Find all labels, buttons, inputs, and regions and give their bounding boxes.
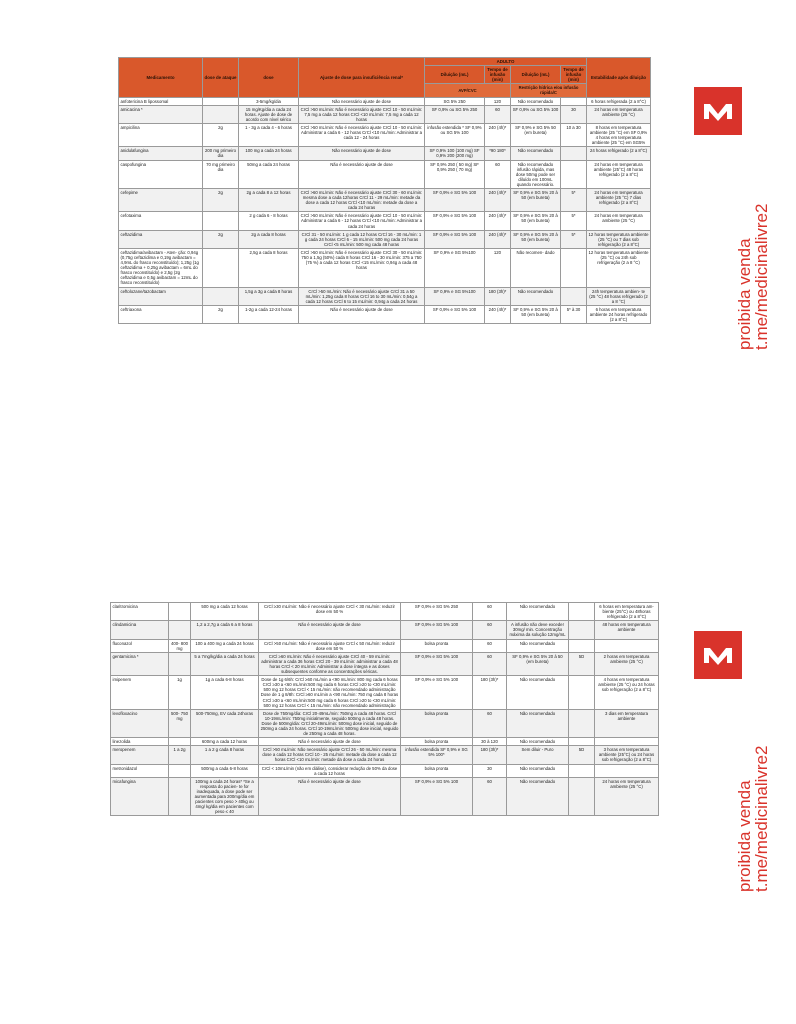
table-row (111, 746, 659, 764)
cell-estabilidade: 3 horas em temperatura ambiente (25°C) ou 24 horas sob refrigeração (2 a 8°C) (595, 746, 659, 764)
cell-estabilidade (595, 738, 659, 746)
cell-medicamento: ceftazidima (119, 230, 203, 248)
cell-diluicao: SF 0,9% e SG 5% 100 (425, 230, 485, 248)
cell-dose-ataque (203, 105, 239, 123)
cell-tempo: 30 (473, 764, 507, 777)
cell-tempo-2: 5D (569, 652, 595, 675)
table-row (111, 764, 659, 777)
cell-estabilidade: 6 horas em temperatura am- biente (25°C) ou 48horas refrigerado (2 a 8°C) (595, 603, 659, 621)
cell-medicamento: meropenem (111, 746, 169, 764)
antimicrobial-table-bottom (110, 602, 658, 1024)
cell-tempo-2 (569, 676, 595, 710)
cell-medicamento: ceftriaxona (119, 305, 203, 323)
cell-estabilidade: 24 horas em temperatura ambiente (25 °C) (587, 212, 651, 230)
cell-tempo: 60 (473, 777, 507, 816)
cell-tempo-2 (561, 287, 587, 305)
table-row (111, 709, 659, 737)
cell-ajuste-renal: CrCl >50 mL/min: Não necessário ajuste CrCl 26 - 50 mL/min: mesma dose a cada 12 horas CrCl 10 - 25 mL/min: metade da dose a cada 12 horas CrCl <10 mL/min: metade da dose a cada 24 horas (259, 746, 401, 764)
cell-ajuste-renal: CrCl >50 mL/min: Não é necessário ajuste CrCl 10 - 50 mL/min: 7,5 mg a cada 12 horas CrCl <10 mL/min: 7,5 mg a cada 12 horas (299, 105, 425, 123)
cell-dose-ataque (203, 97, 239, 105)
cell-diluicao: SF 0,9% e SG 5% 250 (401, 603, 473, 621)
cell-dose-ataque: 500- 750 mg (169, 709, 191, 737)
cell-medicamento: anfotericina B lipossomal (119, 97, 203, 105)
cell-dose: 2 g cada 6 - 8 horas (239, 212, 299, 230)
cell-diluicao: infusão estendida SF 0,9% e SG 5% 100* (401, 746, 473, 764)
cell-diluicao-2: Não recomendado (511, 147, 561, 160)
cell-medicamento: clindamicina (111, 621, 169, 639)
cell-diluicao-2: Não recomendado (511, 97, 561, 105)
cell-tempo-2 (569, 764, 595, 777)
cell-medicamento: ceftolozane/tazobactam (119, 287, 203, 305)
cell-tempo: 60 (485, 105, 511, 123)
col-dose: dose (239, 58, 299, 98)
cell-diluicao: bolsa pronta (401, 764, 473, 777)
table-row (119, 97, 651, 105)
stamp-line-1: proibida venda (735, 780, 754, 892)
cell-diluicao-2: Não recomendado (507, 676, 569, 710)
col-dose-ataque: dose de ataque (203, 58, 239, 98)
cell-estabilidade: 4 horas em temperatura ambiente (25 °C) ou 24 horas sob refrigeração (2 a 8°C) (595, 676, 659, 710)
cell-diluicao: SF 0,9% e SG 5% 100 (401, 777, 473, 816)
cell-diluicao-2: Não recomendado (507, 603, 569, 621)
cell-tempo-2 (561, 160, 587, 188)
col-diluicao: Diluição (mL) (425, 66, 485, 84)
cell-diluicao: SF 0,9% ou SG 5% 250 (425, 105, 485, 123)
cell-diluicao: SF 0,9% e SG 5% 100 (401, 621, 473, 639)
cell-diluicao-2: Não recomendado (511, 287, 561, 305)
cell-ajuste-renal: CrCl >50 mL/min: Não é necessário ajuste CrCl ≤ 50 mL/min: reduzir dose em 50 % (259, 639, 401, 652)
cell-dose-ataque (169, 738, 191, 746)
cell-diluicao-2: SF 0,9% e SG 5% 20 à 50 (em bureta) (507, 652, 569, 675)
cell-tempo-2 (569, 777, 595, 816)
cell-dose-ataque (203, 248, 239, 287)
table-row (119, 160, 651, 188)
cell-medicamento: gentamicina * (111, 652, 169, 675)
watermark-stamp-bottom (736, 662, 796, 892)
cell-dose: 1 - 3g a cada 4 - 6 horas (239, 123, 299, 146)
cell-dose-ataque: 2g (203, 305, 239, 323)
cell-diluicao-2: SF 0,9% e SG 5% 50 (em bureta) (511, 123, 561, 146)
cell-dose-ataque (169, 777, 191, 816)
stamp-line-2: t.me/medicinalivre2 (752, 203, 771, 350)
cell-dose: 3-5mg/kg/dia (239, 97, 299, 105)
cell-tempo: *90 180* (485, 147, 511, 160)
cell-tempo: 60 (473, 603, 507, 621)
cell-ajuste-renal: Dose de 1g 6/6h: CrCl ≥60 mL/min a <90 mL/min: 800 mg cada 6 horas CrCl ≥30 a <60 mL/min:500 mg cada 6 horas CrCl ≥20 to <30 mL/min: 500 mg 12 horas CrCl < 15 mL/min: não recomendado administração Dose de 1 g 8/8h: CrCl ≥60 mL/min a <90 mL/min: 750 mg cada 8 horas CrCl ≥30 a <60 mL/min:500 mg cada 6 horas CrCl ≥20 to <30 mL/min: 500 mg 12 horas CrCl < 15 mL/min: não recomendado administração (259, 676, 401, 710)
col-sub-restricao: Restrição hídrica e/ou infusão rápida/C (511, 84, 587, 97)
col-sub-avp: AVP/CVC (425, 84, 511, 97)
cell-diluicao: bolsa pronta (401, 738, 473, 746)
cell-diluicao: SF 0,9% e SG 5% 100 (425, 188, 485, 211)
cell-tempo-2: 10 a 30 (561, 123, 587, 146)
antimicrobial-table-top (118, 57, 650, 484)
m-logo-icon (694, 87, 742, 135)
cell-dose: 50mg a cada 24 horas (239, 160, 299, 188)
cell-dose: 2g a cada 8 a 12 horas (239, 188, 299, 211)
cell-estabilidade: 24 horas em temperatura ambiente (25 °C) 7 dias refrigerado (2 a 8°C) (587, 188, 651, 211)
cell-tempo-2 (561, 248, 587, 287)
cell-dose-ataque: 1 a 2g (169, 746, 191, 764)
cell-tempo: 240 (4h)* (485, 305, 511, 323)
col-diluicao-2: Diluição (mL) (511, 66, 561, 84)
cell-estabilidade: 6 horas em temperatura ambiente 24 horas refrigerado (2 a 8°C) (587, 305, 651, 323)
cell-tempo-2 (569, 639, 595, 652)
cell-tempo: 240 (4h)* (485, 188, 511, 211)
cell-tempo-2: 5* (561, 188, 587, 211)
cell-diluicao-2: SF 0,9% e SG 5% 20 à 50 (em bureta) (511, 305, 561, 323)
cell-ajuste-renal: CrCl >50 mL/min: Não é necessário ajuste CrCl 30 - 50 mL/min: 750 a 1,5g (50%) cada 8 horas CrCl 16 - 30 mL/min: 375 a 750 (75 %) a cada 12 horas CrCl <15 mL/min: 0,94g a cada 48 horas (299, 248, 425, 287)
cell-tempo: 120 (485, 97, 511, 105)
cell-medicamento: caspofungina (119, 160, 203, 188)
cell-estabilidade: 2 horas em temperatura ambiente (25 °C) (595, 652, 659, 675)
cell-diluicao: SF 0,9% e SG 5% 100 (425, 212, 485, 230)
cell-diluicao: bolsa pronta (401, 639, 473, 652)
cell-diluicao: SG 5% 250 (425, 97, 485, 105)
cell-estabilidade: 24 horas refrigerado (2 a 8°C) (587, 147, 651, 160)
cell-dose: 1,2 a 2,7g a cada 6 a 8 horas (191, 621, 259, 639)
table-row (111, 676, 659, 710)
cell-tempo: 60 (473, 639, 507, 652)
table-row (111, 603, 659, 621)
cell-dose-ataque: 2g (203, 230, 239, 248)
cell-tempo-2 (561, 147, 587, 160)
cell-tempo: 60 (473, 652, 507, 675)
cell-ajuste-renal: Não necessário ajuste de dose (299, 147, 425, 160)
cell-tempo: 60 (485, 160, 511, 188)
m-logo-icon (694, 631, 742, 679)
cell-dose: 1,5g a 3g a cada 8 horas (239, 287, 299, 305)
cell-medicamento: cefepime (119, 188, 203, 211)
cell-diluicao-2: SF 0,9% ou SG 5% 100 (511, 105, 561, 123)
cell-tempo: 240 (4h)* (485, 212, 511, 230)
cell-estabilidade: 24 horas em temperatura ambiente (25 °C) (587, 105, 651, 123)
cell-ajuste-renal: CrCl >50 mL/min: Não é necessário ajuste CrCl 31 a 50 mL/min: 1,25g cada 8 horas CrCl 16 to 30 mL/min: 0,54g a cada 12 horas CrCl 6 to 15 mL/min: 0,94g a cada 24 horas (299, 287, 425, 305)
col-ajuste-renal: Ajuste de dose para insuficiência renal* (299, 58, 425, 98)
cell-estabilidade: 12 horas temperatura ambiente (25 °C) ou 7 dias sob refrigeração (2 a 8°C) (587, 230, 651, 248)
cell-ajuste-renal: Não é necessário ajuste de dose (259, 621, 401, 639)
cell-estabilidade: 12 horas temperatura ambiente (25 °C) ou 24h sob refrigeração (2 a 8 °C) (587, 248, 651, 287)
cell-medicamento: linezolida (111, 738, 169, 746)
cell-diluicao: SF 0,9% e SG 5% 100 (401, 676, 473, 710)
cell-diluicao-2: A infusão não deve exceder 30mg/ min. Concentração máxima da solução 12mg/mL (507, 621, 569, 639)
cell-dose-ataque (169, 652, 191, 675)
cell-medicamento: metronidazol (111, 764, 169, 777)
cell-ajuste-renal: CrCl >60 mL/min: Não é necessário ajuste CrCl 30 - 60 mL/min: mesma dose a cada 12horas CrCl 11 - 29 mL/min: metade da dose a cada 12 horas CrCl <10 mL/min: metade da dose a cada 24 horas (299, 188, 425, 211)
cell-dose-ataque (169, 764, 191, 777)
table-row (119, 105, 651, 123)
table-row (119, 147, 651, 160)
cell-medicamento: anidulafungina (119, 147, 203, 160)
cell-diluicao-2: Não recomendado (507, 764, 569, 777)
cell-dose: 5 a 7mg/kg/dia a cada 24 horas (191, 652, 259, 675)
table-row (119, 212, 651, 230)
cell-estabilidade: 48 horas em temperatura ambiente (595, 621, 659, 639)
cell-diluicao: SF 0,9% e SG 5%100 (425, 248, 485, 287)
cell-tempo-2: 5* à 30 (561, 305, 587, 323)
table-row (119, 188, 651, 211)
cell-medicamento: cefotaxima (119, 212, 203, 230)
cell-ajuste-renal: CrCl ≥60 mL/min: Não é necessário ajuste CrCl 40 - 59 mL/min: administrar a cada 36 horas CrCl 20 - 39 mL/min: administrar a cada 48 horas CrCl < 20 mL/min: Administrar a dose íntegra e as doses subsequentes conforme as concentrações séricas. (259, 652, 401, 675)
cell-dose: 1g a cada 6-8 horas (191, 676, 259, 710)
cell-dose-ataque: 2g (203, 188, 239, 211)
cell-estabilidade: 8 horas em temperatura ambiente (25 °C) em SF 0,9% 4 horas em temperatura ambiente (25 °C) em SG5% (587, 123, 651, 146)
cell-diluicao: SF 0,9% e SG 5%100 (425, 287, 485, 305)
cell-tempo: 60 (473, 621, 507, 639)
cell-tempo: 180 (3h)* (473, 746, 507, 764)
cell-ajuste-renal: CrCl ≥30 mL/min: Não é necessário ajuste CrCl < 30 mL/min: reduzir dose em 50 % (259, 603, 401, 621)
cell-dose-ataque: 2g (203, 123, 239, 146)
cell-ajuste-renal: Não é necessário ajuste de dose (299, 305, 425, 323)
cell-tempo: 240 (4h)* (485, 230, 511, 248)
cell-tempo: 180 (3h)* (473, 676, 507, 710)
table-body-bottom (111, 603, 659, 816)
cell-tempo-2 (569, 738, 595, 746)
cell-dose: 2g a cada 8 horas (239, 230, 299, 248)
table-row (111, 621, 659, 639)
table-row (119, 123, 651, 146)
cell-diluicao: infusão estendida * SF 0,9% ou SG 5% 100 (425, 123, 485, 146)
cell-diluicao-2: Não recomendado (507, 738, 569, 746)
cell-medicamento: fluconazol (111, 639, 169, 652)
cell-tempo-2 (569, 709, 595, 737)
cell-ajuste-renal: Não necessário ajuste de dose (299, 97, 425, 105)
cell-ajuste-renal: CrCl 31 - 50 mL/min: 1 g cada 12 horas CrCl 16 - 30 mL/min: 1 g cada 24 horas CrCl 6 - 15 mL/min: 500 mg cada 24 horas CrCl <5 mL/min: 500 mg cada 48 horas (299, 230, 425, 248)
cell-dose: 15 mg/Kg/dia a cada 24 horas. Ajuste de dose de acordo com nível sérico (239, 105, 299, 123)
cell-estabilidade: 3 dias em temperatura ambiente (595, 709, 659, 737)
table-body-top (119, 97, 651, 324)
table-row (119, 287, 651, 305)
stamp-line-2: t.me/medicinalivre2 (752, 745, 771, 892)
cell-diluicao-2: Não recomendado (507, 639, 569, 652)
cell-diluicao: SF 0,9% 250 ( 50 mg) SF 0,9% 250 ( 70 mg) (425, 160, 485, 188)
cell-medicamento: ceftazidima/avibactam - Aten- ção: 0,94g (0,75g ceftazidima e 0,19g avibactam = 4,9mL do frasco reconstituído); 1,25g (1g ceftazidima + 0,25g avibactam = 6mL do frasco reconstituído) e 2,5g (2g ceftazidima e 0,5g avibactam = 12mL do frasco reconstituído) (119, 248, 203, 287)
table-row (119, 248, 651, 287)
cell-diluicao: bolsa pronta (401, 709, 473, 737)
cell-ajuste-renal: CrCl < 10mL/min (não em diálise), considerar redução de 50% da dose a cada 12 horas (259, 764, 401, 777)
cell-ajuste-renal: Não é necessário ajuste de dose (259, 738, 401, 746)
cell-tempo: 180 (3h)* (485, 287, 511, 305)
cell-tempo: 120 (485, 248, 511, 287)
table-row (111, 639, 659, 652)
table-row (111, 777, 659, 816)
cell-dose: 1-2g a cada 12-24 horas (239, 305, 299, 323)
cell-tempo: 240 (4h)* (485, 123, 511, 146)
cell-dose: 500-750mg, EV cada 24horas (191, 709, 259, 737)
cell-estabilidade: 24 horas em temperatura ambiente (25°C) 48 horas refrigerado (2 a 8°C) (587, 160, 651, 188)
cell-diluicao-2: Não recomendado (507, 709, 569, 737)
cell-dose-ataque (169, 603, 191, 621)
cell-medicamento: levofloxacino (111, 709, 169, 737)
cell-medicamento: micafungina (111, 777, 169, 816)
cell-dose: 2,5g a cada 8 horas (239, 248, 299, 287)
cell-tempo-2 (561, 97, 587, 105)
table-row (119, 305, 651, 323)
cell-tempo-2: 5* (561, 230, 587, 248)
cell-estabilidade: 24h temperatura ambien- te (25 °C) 48 horas refrigerado (2 a 8 °C) (587, 287, 651, 305)
cell-dose-ataque: 200 mg primeiro dia (203, 147, 239, 160)
cell-dose: 100 a 400 mg a cada 24 horas (191, 639, 259, 652)
cell-tempo: 30 à 120 (473, 738, 507, 746)
cell-medicamento: claritromicina (111, 603, 169, 621)
cell-dose: 500mg a cada 6-8 horas (191, 764, 259, 777)
cell-tempo-2 (569, 621, 595, 639)
table-row (119, 230, 651, 248)
cell-medicamento: imipenem (111, 676, 169, 710)
cell-tempo-2 (569, 603, 595, 621)
table-row (111, 652, 659, 675)
cell-dose: 100mg a cada 24 horas* *Se a resposta do pacien- te for inadequada, a dose pode ser aumentada para 200mg/dia em pacientes com peso > 40kg ou 4mg/ kg/dia em pacientes com peso ≤ 40 (191, 777, 259, 816)
cell-medicamento: ampicilina (119, 123, 203, 146)
cell-tempo-2: 5D (569, 746, 595, 764)
cell-tempo-2: 5* (561, 212, 587, 230)
col-tempo: Tempo de infusão (min) (485, 66, 511, 84)
col-group-adulto: ADULTO (425, 58, 587, 66)
cell-estabilidade (595, 639, 659, 652)
cell-dose-ataque (203, 212, 239, 230)
cell-estabilidade (595, 764, 659, 777)
cell-diluicao: SF 0,9% e SG 5% 100 (401, 652, 473, 675)
cell-tempo: 60 (473, 709, 507, 737)
cell-diluicao-2: Não recomendado (507, 777, 569, 816)
col-estabilidade: Estabilidade após diluição (587, 58, 651, 98)
cell-diluicao-2: SF 0,9% e SG 5% 20 à 50 (em bureta) (511, 230, 561, 248)
cell-dose-ataque (203, 287, 239, 305)
cell-dose-ataque (169, 621, 191, 639)
cell-diluicao-2: SF 0,9% e SG 5% 20 à 50 (em bureta) (511, 212, 561, 230)
cell-dose: 100 mg a cada 24 horas (239, 147, 299, 160)
cell-estabilidade: 24 horas em temperatura ambiente (25 °C) (595, 777, 659, 816)
col-tempo-2: Tempo de infusão (min) (561, 66, 587, 84)
cell-medicamento: amicacina * (119, 105, 203, 123)
col-medicamento: Medicamento (119, 58, 203, 98)
cell-ajuste-renal: CrCl >50 mL/min: Não é necessário ajuste CrCl 10 - 50 mL/min: Administrar a cada 6 - 12 horas CrCl <10 mL/min: Administrar a cada 12 - 24 horas (299, 123, 425, 146)
watermark-stamp-top (736, 120, 796, 350)
cell-ajuste-renal: Não é necessário ajuste de dose (259, 777, 401, 816)
cell-diluicao-2: SF 0,9% e SG 5% 20 à 50 (em bureta) (511, 188, 561, 211)
cell-diluicao: SF 0,9% e SG 5% 100 (425, 305, 485, 323)
cell-diluicao-2: Não recomendado infusão rápida, mas dose 50mg pode ser diluído em 100mL quando necessário. (511, 160, 561, 188)
stamp-line-1: proibida venda (735, 238, 754, 350)
cell-dose-ataque: 70 mg primeiro dia (203, 160, 239, 188)
cell-ajuste-renal: CrCl >50 mL/min: Não é necessário ajuste CrCl 10 - 50 mL/min: Administrar a cada 6 - 12 horas CrCl <10 mL/min: Administrar a cada 24 horas (299, 212, 425, 230)
cell-estabilidade: 6 horas refrigerada (2 a 8°C) (587, 97, 651, 105)
cell-dose: 500 mg a cada 12 horas (191, 603, 259, 621)
cell-dose: 1 a 2 g cada 8 horas (191, 746, 259, 764)
cell-dose-ataque: 400- 800 mg (169, 639, 191, 652)
table-row (111, 738, 659, 746)
cell-diluicao-2: Não recomen- dado (511, 248, 561, 287)
cell-dose: 600mg a cada 12 horas (191, 738, 259, 746)
cell-dose-ataque: 1g (169, 676, 191, 710)
cell-diluicao: SF 0,9% 100 (100 mg) SF 0,9% 200 (200 mg) (425, 147, 485, 160)
cell-ajuste-renal: Não é necessário ajuste de dose (299, 160, 425, 188)
cell-tempo-2: 30 (561, 105, 587, 123)
cell-diluicao-2: Sem diluir - Puro (507, 746, 569, 764)
cell-ajuste-renal: Dose de 750mg/dia: CrCl 20-49mL/min: 750mg a cada 48 horas. CrCl 10-19mL/min: 750mg inicialmente, seguido 500mg a cada 48 horas. Dose de 500mg/dia: CrCl 20-49mL/min: 500mg dose inicial, seguido de 250mg a cada 24 horas. CrCl 10-19mL/min: 500mg dose inicial, seguido de 250mg a cada 48 horas. (259, 709, 401, 737)
